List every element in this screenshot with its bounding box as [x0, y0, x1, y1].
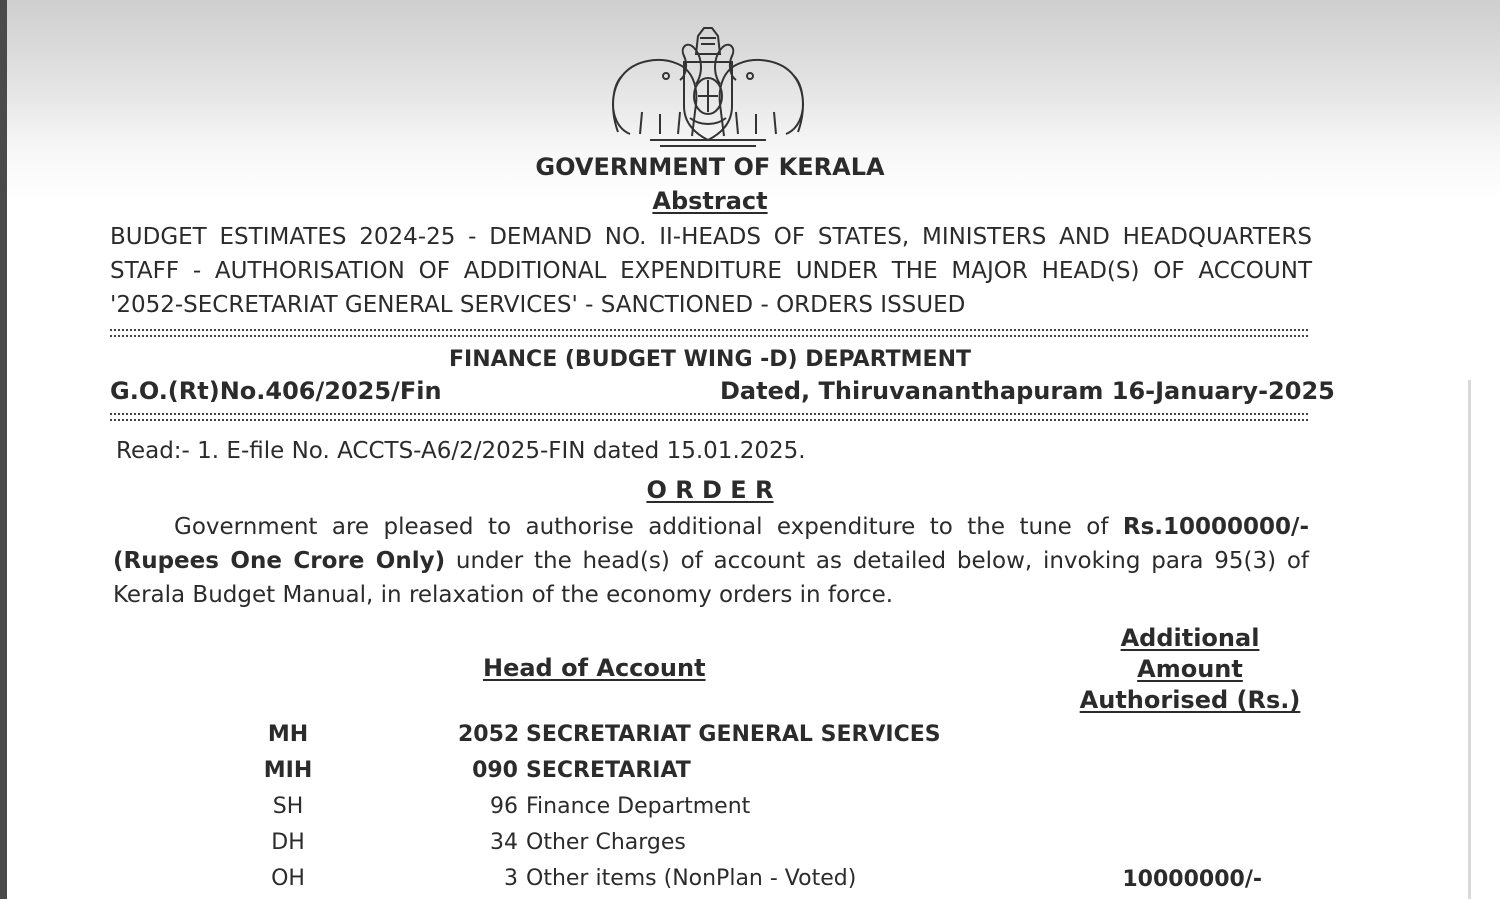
separator-line — [110, 413, 1308, 421]
authorised-amount: 10000000/- — [1122, 867, 1262, 892]
subject-block — [110, 220, 1312, 322]
account-code: MIH — [263, 758, 313, 783]
order-paragraph-line — [113, 544, 1309, 578]
account-code: SH — [272, 794, 304, 819]
order-text: under the head(s) of account as detailed below, invoking para 95(3) of — [445, 548, 1309, 574]
account-code: OH — [271, 866, 305, 891]
head-of-account-header: Head of Account — [483, 654, 706, 682]
account-name: SECRETARIAT GENERAL SERVICES — [526, 722, 941, 747]
subject-line: STAFF - AUTHORISATION OF ADDITIONAL EXPENDITURE UNDER THE MAJOR HEAD(S) OF ACCOUNT — [110, 258, 1312, 284]
account-number: 090 — [472, 758, 518, 783]
amount-header-line: Amount — [1137, 655, 1243, 683]
order-amount: Rs.10000000/- — [1122, 514, 1309, 540]
account-number: 96 — [490, 794, 518, 819]
amount-header-line: Authorised (Rs.) — [1079, 686, 1301, 714]
account-number: 34 — [490, 830, 518, 855]
account-name: Other items (NonPlan - Voted) — [526, 866, 857, 891]
account-code: MH — [267, 722, 309, 747]
account-code: DH — [271, 830, 305, 855]
subject-line: '2052-SECRETARIAT GENERAL SERVICES' - SANCTIONED - ORDERS ISSUED — [110, 292, 966, 318]
account-name: SECRETARIAT — [526, 758, 691, 783]
order-amount-words: (Rupees One Crore Only) — [113, 548, 446, 574]
account-name: Other Charges — [526, 830, 686, 855]
reference-line: Read:- 1. E-file No. ACCTS-A6/2/2025-FIN dated 15.01.2025. — [116, 438, 806, 464]
order-paragraph — [113, 510, 1309, 612]
order-text: Government are pleased to authorise additional expenditure to the tune of — [174, 514, 1123, 540]
go-number: G.O.(Rt)No.406/2025/Fin — [110, 377, 442, 405]
order-date: Dated, Thiruvananthapuram 16-January-2025 — [720, 377, 1335, 405]
amount-header-line: Additional — [1120, 624, 1260, 652]
page-edge — [0, 0, 7, 899]
government-title: GOVERNMENT OF KERALA — [535, 153, 885, 181]
kerala-state-emblem-icon — [600, 14, 816, 154]
account-name: Finance Department — [526, 794, 751, 819]
separator-line — [110, 329, 1308, 337]
page-fold-line — [1468, 380, 1471, 899]
account-number: 3 — [504, 866, 518, 891]
account-number: 2052 — [458, 722, 520, 747]
order-title: O R D E R — [646, 476, 774, 504]
order-paragraph-line — [113, 510, 1309, 544]
department-name: FINANCE (BUDGET WING -D) DEPARTMENT — [448, 347, 971, 372]
subject-line: BUDGET ESTIMATES 2024-25 - DEMAND NO. II-HEADS OF STATES, MINISTERS AND HEADQUARTERS — [110, 224, 1312, 250]
order-paragraph-line: Kerala Budget Manual, in relaxation of the economy orders in force. — [113, 582, 894, 608]
abstract-heading: Abstract — [652, 187, 768, 215]
